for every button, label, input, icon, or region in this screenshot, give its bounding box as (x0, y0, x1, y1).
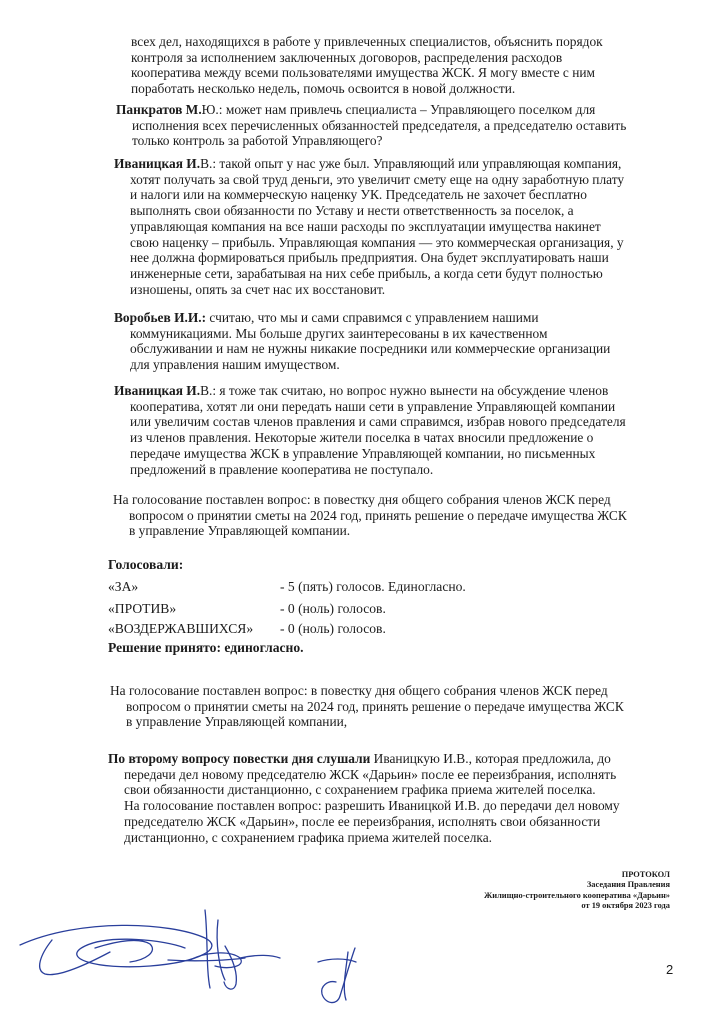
page-number: 2 (666, 962, 674, 977)
signature-1 (20, 925, 245, 974)
vote-row-against (108, 601, 386, 617)
speech-text: : может нам привлечь специалиста – Управляющего поселком для (218, 102, 596, 117)
speech-line: предложений в правление кооператива не поступало. (130, 461, 434, 477)
intro-line: контроля за исполнением заключенных договоров, распределения расходов (131, 49, 563, 65)
agenda-line: свои обязанности дистанционно, с сохранением графика приема жителей поселка. (124, 782, 596, 798)
second-agenda-item (108, 751, 683, 845)
speech-line: изношены, опять за счет нас их восстановит. (130, 281, 386, 297)
signature-3 (318, 948, 356, 1003)
intro-paragraph (131, 34, 651, 97)
protocol-footer (484, 870, 670, 912)
footer-line: Заседания Правления (586, 880, 670, 890)
speech-ivanitskaya-2 (114, 383, 684, 477)
footer-title: ПРОТОКОЛ (621, 870, 670, 879)
question-line: вопросом о принятии сметы на 2024 год, принять решение о передаче имущества ЖСК (126, 698, 624, 714)
vote-question-1 (113, 492, 683, 539)
speaker-initials: Ю. (201, 102, 219, 117)
speech-text: : такой опыт у нас уже был. Управляющий или управляющая компания, (212, 156, 622, 171)
speech-vorobyev (114, 310, 684, 373)
speech-pankratov (116, 102, 676, 149)
speech-line: инженерные сети, зарабатывая на них себе прибыль, а когда сети будут полностью (130, 265, 603, 281)
vote-value: - 5 (пять) голосов. Единогласно. (280, 579, 466, 594)
agenda-line: дистанционно, с сохранением графика приема жителей поселка. (124, 829, 493, 845)
speech-line: выполнять свои обязанности по Уставу и нести ответственность за поселок, а (130, 203, 574, 219)
agenda-text: Иваницкую И.В., которая предложила, до (370, 751, 611, 766)
decision-text: Решение принято: единогласно. (108, 640, 304, 655)
vote-value: - 0 (ноль) голосов. (280, 621, 386, 636)
speech-ivanitskaya-1 (114, 156, 684, 297)
agenda-heading: По второму вопросу повестки дня слушали (108, 751, 371, 766)
question-line: в управление Управляющей компании. (129, 523, 351, 539)
speech-line: свою наценку – прибыль. Управляющая компания — это коммерческая организация, у (130, 234, 624, 250)
agenda-line: передачи дел новому председателю ЖСК «Дарьин» после ее переизбрания, исполнять (124, 766, 617, 782)
speech-line: только контроль за работой Управляющего? (132, 133, 383, 149)
speech-line: передаче имущества ЖСК в управление Управляющей компании, но письменных (130, 445, 596, 461)
question-line: На голосование поставлен вопрос: в повестку дня общего собрания членов ЖСК перед (113, 492, 611, 507)
speech-line: хотят получать за свой труд деньги, это увеличит смету еще на одну заработную плату (130, 171, 625, 187)
speaker-name: Иваницкая И. (114, 383, 201, 398)
speech-line: кооператива, хотят ли они передать наши сети в управление Управляющей компании (130, 398, 616, 414)
footer-line: Жилищно-строительного кооператива «Дарьин» (483, 890, 670, 900)
intro-line: кооператива между всеми пользователями имущества ЖСК. Я могу вместе с ним (131, 65, 596, 81)
vote-value: - 0 (ноль) голосов. (280, 601, 386, 616)
speaker-name: Панкратов М. (116, 102, 202, 117)
speech-line: коммуникациями. Мы больше других заинтересованы в их качественном (130, 325, 548, 341)
vote-row-abstained (108, 621, 386, 637)
speech-line: управляющая компания на все наши расходы по эксплуатации имущества накинет (130, 218, 601, 234)
question-line: На голосование поставлен вопрос: в повестку дня общего собрания членов ЖСК перед (110, 683, 608, 698)
vote-label: «ВОЗДЕРЖАВШИХСЯ» (108, 621, 254, 636)
signatures (0, 900, 400, 1024)
vote-label: «ЗА» (108, 579, 139, 594)
speaker-initials: В. (200, 383, 213, 398)
voting-heading: Голосовали: (108, 557, 184, 572)
speech-line: или увеличим состав членов правления и сами справимся, избрав нового председателя (130, 414, 626, 430)
speech-line: для управления нашим имуществом. (130, 357, 340, 373)
speech-line: из членов правления. Некоторые жители поселка в чатах вносили предложение о (130, 430, 594, 446)
speech-line: обслуживании и нам не нужны никакие посредники или коммерческие организации (130, 341, 611, 357)
signature-2 (190, 910, 280, 989)
vote-question-2 (110, 683, 680, 730)
question-line: вопросом о принятии сметы на 2024 год, принять решение о передаче имущества ЖСК (129, 507, 627, 523)
speech-line: нее должна формироваться прибыль предприятия. Она будет эксплуатировать наши (130, 250, 609, 266)
speaker-initials: В. (200, 156, 213, 171)
speech-text: : я тоже так считаю, но вопрос нужно вынести на обсуждение членов (212, 383, 609, 398)
speech-line: исполнения всех перечисленных обязанностей председателя, а председателю оставить (132, 117, 627, 133)
speaker-name: Воробьев И.И.: (114, 310, 207, 325)
agenda-line: На голосование поставлен вопрос: разрешить Иваницкой И.В. до передачи дел новому (124, 798, 620, 814)
question-line: в управление Управляющей компании, (126, 714, 348, 730)
speaker-name: Иваницкая И. (114, 156, 201, 171)
speech-text: считаю, что мы и сами справимся с управлением нашими (206, 310, 539, 325)
vote-row-for (108, 579, 466, 595)
vote-label: «ПРОТИВ» (108, 601, 177, 616)
speech-line: и налоги или на коммерческую наценку УК. Председатель не захочет бесплатно (130, 187, 587, 203)
intro-line: всех дел, находящихся в работе у привлеченных специалистов, объяснить порядок (131, 34, 603, 49)
agenda-line: председателю ЖСК «Дарьин», после ее переизбрания, исполнять свои обязанности (124, 813, 601, 829)
footer-line: от 19 октября 2023 года (581, 901, 670, 911)
intro-line: поработать несколько недель, помочь освоится в новой должности. (131, 81, 516, 97)
